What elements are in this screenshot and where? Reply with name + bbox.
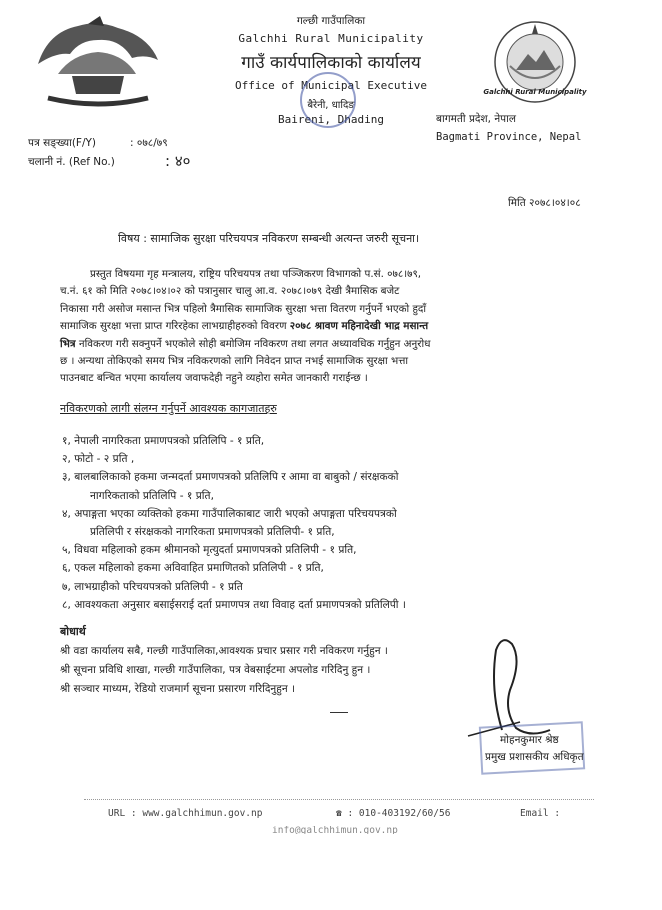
divider-dash (330, 712, 348, 713)
body-paragraph (60, 266, 600, 388)
municipality-name-en: Galchhi Rural Municipality (238, 32, 424, 45)
bodhartha-item: श्री सूचना प्रविधि शाखा, गल्छी गाउँपालिका, पत्र वेबसाईटमा अपलोड गरिदिनु हुन । (60, 664, 371, 676)
requirement-item: २, फोटो - २ प्रति , (62, 453, 135, 466)
footer-email-label: Email : (520, 808, 561, 819)
requirement-item-cont: नागरिकताको प्रतिलिपि - १ प्रति, (90, 489, 214, 502)
body-line: छ । अन्यथा तोकिएको समय भित्र नविकरणको लागि निवेदन प्राप्त नभई सामाजिक सुरक्षा भत्ता (60, 355, 408, 368)
office-name-np: गाउँ कार्यपालिकाको कार्यालय (241, 53, 421, 73)
bodhartha-heading: बोधार्थ (60, 625, 86, 638)
bodhartha-item: श्री वडा कार्यालय सबै, गल्छी गाउँपालिका,आवश्यक प्रचार प्रसार गरी नविकरण गर्नुहुन । (60, 645, 388, 657)
body-line: प्रस्तुत विषयमा गृह मन्त्रालय, राष्ट्रिय परिचयपत्र तथा पञ्जिकरण विभागको प.सं. ०७८।७९, (90, 268, 422, 280)
ref-label: चलानी नं. (Ref No.) (28, 156, 115, 168)
signature-stamp (479, 721, 585, 774)
municipality-logo-icon (480, 20, 590, 106)
body-line: निकासा गरी असोज मसान्त भित्र पहिलो त्रैमासिक सामाजिक सुरक्षा भत्ता वितरण गर्नुपर्ने भएको हुदाँ (60, 302, 427, 315)
requirement-item-cont: प्रतिलिपी र संरक्षकको नागरिकता प्रमाणपत्रको प्रतिलिपी- १ प्रति, (90, 526, 335, 539)
ref-value: : ४० (165, 152, 191, 170)
province-np: बागमती प्रदेश, नेपाल (436, 113, 516, 125)
phone-icon: ☎ (336, 808, 342, 819)
body-text: नविकरण गरी सक्नुपर्ने भएकोले सोही बमोजिम नविकरण तथा लगत अध्यावधिक गर्नुहुन अनुरोध (78, 337, 431, 350)
fy-value: : ०७८/७९ (130, 137, 168, 149)
subject-line: विषय : सामाजिक सुरक्षा परिचयपत्र नविकरण सम्बन्धी अत्यन्त जरुरी सूचना। (118, 232, 420, 245)
body-text: सामाजिक सुरक्षा भत्ता प्राप्त गरिरहेका लाभग्राहीहरुको विवरण (60, 320, 287, 333)
logo-text: Galchhi Rural Municipality (483, 88, 587, 96)
signatory-name: मोहनकुमार श्रेष्ठ (500, 734, 559, 746)
requirement-item: ३, बालबालिकाको हकमा जन्मदर्ता प्रमाणपत्रको प्रतिलिपि र आमा वा बाबुको / संरक्षकको (62, 471, 399, 484)
requirement-item: १, नेपाली नागरिकता प्रमाणपत्रको प्रतिलिपि - १ प्रति, (62, 435, 265, 447)
office-name-en: Office of Municipal Executive (234, 79, 428, 92)
bodhartha-list (60, 642, 388, 699)
body-bold-text: भित्र (60, 337, 76, 350)
footer-url (108, 808, 262, 819)
body-bold-period: २०७८ श्रावण महिनादेखी भाद्र मसान्त (289, 320, 429, 333)
url-label: URL : (108, 808, 137, 819)
requirement-item: ४, अपाङ्गता भएका व्यक्तिको हकमा गाउँपालिकाबाट जारी भएको अपाङ्गता परिचयपत्रको (62, 507, 397, 520)
body-line (60, 336, 600, 353)
url-value: www.galchhimun.gov.np (142, 808, 263, 819)
bodhartha-item: श्री सञ्चार माध्यम, रेडियो राजमार्ग सूचना प्रसारण गरिदिनुहुन । (60, 683, 295, 695)
signatory-title: प्रमुख प्रशासकीय अधिकृत (485, 751, 584, 763)
phone-value: 010-403192/60/56 (358, 808, 451, 819)
letter-date: मिति २०७८।०४।०८ (508, 197, 581, 209)
requirement-item: ७, लाभग्राहीको परिचयपत्रको प्रतिलिपी - १ प्रति (62, 580, 243, 593)
requirement-item: ५, विधवा महिलाको हकम श्रीमानको मृत्युदर्ता प्रमाणपत्रको प्रतिलिपी - १ प्रति, (62, 544, 357, 557)
body-line: च.नं. ६१ को मिति २०७८।०४।०२ को पत्रानुसार चालु आ.व. २०७८।०७९ देखी त्रैमासिक बजेट (60, 285, 400, 298)
location-en: Baireni, Dhading (278, 113, 384, 126)
footer-phone: ☎ : 010-403192/60/56 (336, 808, 451, 819)
footer-rule (84, 799, 594, 800)
body-line (60, 318, 600, 335)
municipality-name-np: गल्छी गाउँपालिका (296, 15, 366, 27)
body-line: पाउनबाट बन्चित भएमा कार्यालय जवाफदेही नहुने व्यहोरा समेत जानकारी गराईन्छ । (60, 372, 368, 385)
requirement-item: ८, आवश्यकता अनुसार बसाईसराई दर्ता प्रमाणपत्र तथा विवाह दर्ता प्रमाणपत्रको प्रतिलिपी । (62, 598, 406, 611)
requirements-list (62, 432, 406, 614)
footer-email-partial: info@galchhimun.gov.np (272, 826, 398, 834)
fy-label: पत्र सङ्ख्या(F/Y) (28, 137, 97, 149)
nepal-emblem-icon (28, 14, 168, 110)
province-en: Bagmati Province, Nepal (436, 131, 582, 143)
office-stamp (300, 72, 356, 128)
requirements-heading: नविकरणको लागी संलग्न गर्नुपर्ने आवश्यक कागजातहरु (60, 402, 277, 415)
requirement-item: ६, एकल महिलाको हकमा अविवाहित प्रमाणितको प्रतिलिपी - १ प्रति, (62, 562, 324, 575)
location-np: बैरेनी, धादिङ (307, 100, 355, 111)
